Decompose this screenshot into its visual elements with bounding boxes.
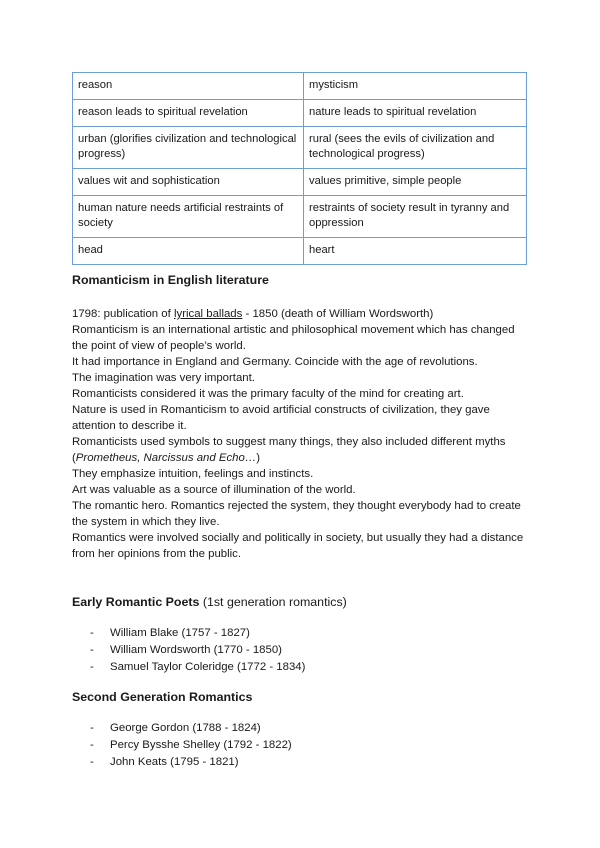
paragraph: The romantic hero. Romantics rejected the system, they thought everybody had to create the system in which they live. xyxy=(72,500,521,528)
table-cell-left: values wit and sophistication xyxy=(73,169,304,196)
paragraph: Romanticists considered it was the primary faculty of the mind for creating art. xyxy=(72,388,464,400)
poet-name: Samuel Taylor Coleridge (1772 - 1834) xyxy=(110,660,306,673)
table-cell-left: reason xyxy=(73,73,304,100)
table-cell-left: head xyxy=(73,238,304,265)
heading-text: Early Romantic Poets xyxy=(72,595,200,609)
dash-bullet: - xyxy=(90,627,94,639)
heading-note: (1st generation romantics) xyxy=(199,595,347,609)
comparison-table xyxy=(72,72,527,265)
paragraph: They emphasize intuition, feelings and instincts. xyxy=(72,468,314,480)
list-item xyxy=(90,737,292,754)
section-body xyxy=(72,306,532,562)
table-cell-right: heart xyxy=(304,238,527,265)
section-heading-early-poets xyxy=(72,595,347,609)
table-cell-right: rural (sees the evils of civilization and technological progress) xyxy=(304,127,527,169)
table-row xyxy=(73,100,527,127)
poet-name: Percy Bysshe Shelley (1792 - 1822) xyxy=(110,738,292,751)
poet-name: William Wordsworth (1770 - 1850) xyxy=(110,643,282,656)
section-heading-second-generation: Second Generation Romantics xyxy=(72,690,253,704)
paragraph: The imagination was very important. xyxy=(72,372,255,384)
poet-name: George Gordon (1788 - 1824) xyxy=(110,722,261,734)
dash-bullet: - xyxy=(90,660,94,673)
paragraph xyxy=(72,306,532,322)
list-item xyxy=(90,720,292,737)
table-cell-right: nature leads to spiritual revelation xyxy=(304,100,527,127)
table-row xyxy=(73,169,527,196)
text-span: Romanticists used symbols to suggest many things, they also included different myths ( xyxy=(72,436,506,464)
paragraph: Romantics were involved socially and politically in society, but usually they had a distance from her opinions from the public. xyxy=(72,532,524,560)
myths-italic: Prometheus, Narcissus and Echo… xyxy=(75,452,257,464)
text-span: 1798: publication of xyxy=(72,308,174,320)
poet-name: William Blake (1757 - 1827) xyxy=(110,627,250,639)
table-row xyxy=(73,127,527,169)
table-cell-right: values primitive, simple people xyxy=(304,169,527,196)
list-item xyxy=(90,642,305,659)
text-span: ) xyxy=(256,452,261,464)
poet-name: John Keats (1795 - 1821) xyxy=(110,755,239,768)
early-poets-list xyxy=(90,625,305,675)
list-item xyxy=(90,754,292,771)
table-row xyxy=(73,196,527,238)
lyrical-ballads-link[interactable]: lyrical ballads xyxy=(173,308,243,320)
table-cell-left: reason leads to spiritual revelation xyxy=(73,100,304,127)
table-row xyxy=(73,238,527,265)
dash-bullet: - xyxy=(90,722,94,734)
paragraph: It had importance in England and Germany. Coincide with the age of revolutions. xyxy=(72,356,478,368)
table-row xyxy=(73,73,527,100)
list-item xyxy=(90,659,305,676)
table-cell-left: human nature needs artificial restraints of society xyxy=(73,196,304,238)
paragraph: Art was valuable as a source of illumination of the world. xyxy=(72,484,356,496)
text-span: - 1850 (death of William Wordsworth) xyxy=(242,308,434,320)
dash-bullet: - xyxy=(90,643,94,656)
second-poets-list xyxy=(90,720,292,770)
paragraph xyxy=(72,434,532,466)
dash-bullet: - xyxy=(90,738,94,751)
list-item xyxy=(90,625,305,642)
dash-bullet: - xyxy=(90,755,94,768)
table-cell-right: restraints of society result in tyranny and oppression xyxy=(304,196,527,238)
table-cell-left: urban (glorifies civilization and technological progress) xyxy=(73,127,304,169)
paragraph: Nature is used in Romanticism to avoid artificial constructs of civilization, they gave attention to describe it. xyxy=(72,404,490,432)
table-cell-right: mysticism xyxy=(304,73,527,100)
section-heading-romanticism: Romanticism in English literature xyxy=(72,273,269,287)
paragraph: Romanticism is an international artistic and philosophical movement which has changed the point of view of people’s world. xyxy=(72,324,515,352)
